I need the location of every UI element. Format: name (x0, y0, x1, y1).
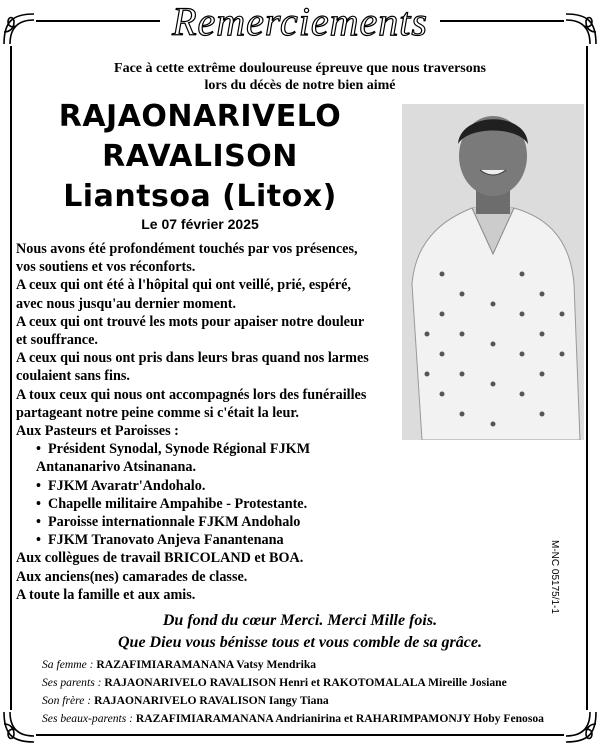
body-line: A ceux qui ont trouvé les mots pour apaiser notre douleur (16, 313, 365, 330)
body-line: A toux ceux qui nous ont accompagnés lors des funérailles (16, 386, 367, 403)
body-line: Nous avons été profondément touchés par vos présences, (16, 241, 358, 257)
portrait-photo (402, 104, 584, 440)
body-line: A toute la famille et aux amis. (16, 586, 196, 603)
relation-name: RAZAFIMIARAMANANA Andrianirina et RAHARIMPAMONJY Hoby Fenosoa (135, 712, 544, 725)
list-item (36, 440, 400, 476)
deceased-surname: RAJAONARIVELO (58, 99, 342, 134)
family-signatures (42, 656, 582, 728)
list-item: • FJKM Avaratr'Andohalo. (36, 477, 400, 495)
intro-line: lors du décès de notre bien aimé (204, 78, 396, 93)
family-row (42, 656, 582, 674)
title-banner (160, 0, 440, 46)
list-item-text: Président Synodal, Synode Régional FJKM (48, 441, 311, 458)
body-line: Aux anciens(nes) camarades de classe. (16, 568, 248, 585)
body-line: A ceux qui nous ont pris dans leurs bras quand nos larmes (16, 350, 369, 367)
body-line: et souffrance. (16, 332, 98, 349)
relation-label: Ses parents : (42, 676, 102, 689)
body-line: A ceux qui ont été à l'hôpital qui ont veillé, prié, espéré, (16, 277, 351, 294)
body-line: vos soutiens et vos réconforts. (16, 259, 196, 276)
body-line: coulaient sans fins. (16, 368, 130, 385)
relation-name: RAJAONARIVELO RAVALISON Iangy Tiana (94, 694, 329, 707)
corner-ornament-icon (2, 12, 36, 46)
list-item: • FJKM Tranovato Anjeva Fanantenana (36, 531, 400, 549)
relation-label: Ses beaux-parents : (42, 712, 134, 725)
body-line: avec nous jusqu'au dernier moment. (16, 295, 237, 312)
relation-label: Sa femme : (42, 658, 94, 671)
list-item: • Chapelle militaire Ampahibe - Protestante. (36, 495, 400, 513)
family-row (42, 692, 582, 710)
intro-line: Face à cette extrême douloureuse épreuve que nous traversons (114, 61, 486, 76)
intro-text (40, 60, 560, 94)
parish-list (16, 440, 400, 549)
deceased-given-name: Liantsoa (Litox) (63, 179, 337, 214)
family-row (42, 710, 582, 728)
list-item-text: Antananarivo Atsinanana. (36, 459, 197, 476)
closing-line: Que Dieu vous bénisse tous et vous comble de sa grâce. (118, 634, 482, 651)
pastors-heading: Aux Pasteurs et Paroisses : (16, 423, 179, 440)
deceased-surname-2: RAVALISON (102, 139, 298, 174)
relation-name: RAZAFIMIARAMANANA Vatsy Mendrika (96, 658, 317, 671)
reference-code: M-NC 05175/1-1 (549, 540, 560, 614)
body-line: partageant notre peine comme si c'était la leur. (16, 404, 299, 421)
corner-ornament-icon (564, 12, 598, 46)
corner-ornament-icon (2, 710, 36, 744)
family-row (42, 674, 582, 692)
page-title: Remerciements (172, 0, 428, 44)
relation-label: Son frère : (42, 694, 92, 707)
death-date: Le 07 février 2025 (141, 216, 259, 232)
body-line: Aux collègues de travail BRICOLAND et BOA. (16, 550, 304, 567)
relation-name: RAJAONARIVELO RAVALISON Henri et RAKOTOMALALA Mireille Josiane (104, 676, 507, 689)
closing-line: Du fond du cœur Merci. Merci Mille fois. (162, 612, 438, 629)
list-item: • Paroisse internationnale FJKM Andohalo (36, 513, 400, 531)
thanks-body (16, 240, 400, 604)
